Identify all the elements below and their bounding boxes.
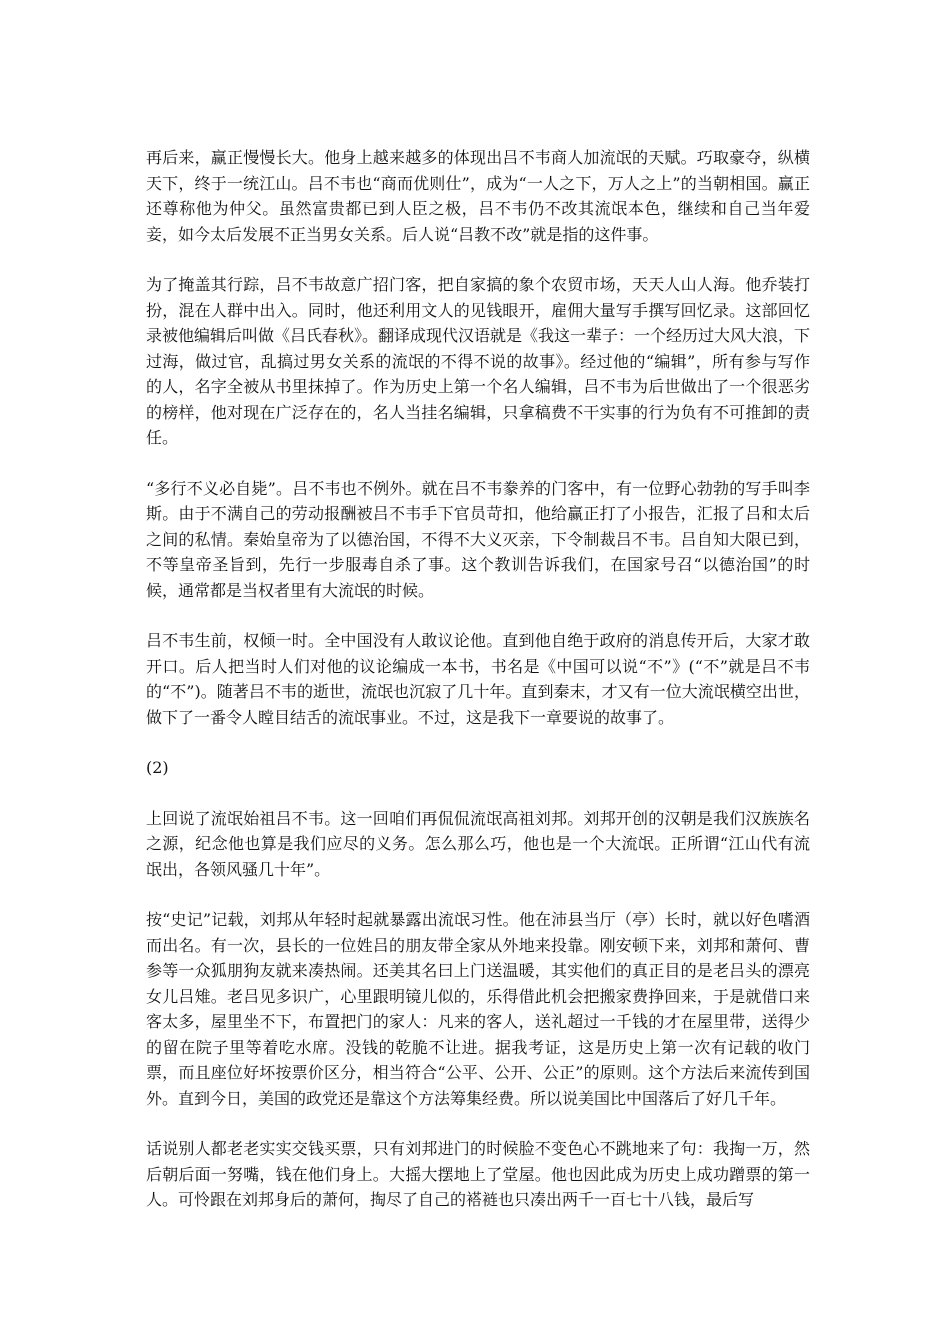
paragraph-lv-downfall: “多行不义必自毙”。吕不韦也不例外。就在吕不韦豢养的门客中，有一位野心勃勃的写手叫李斯。由于不满自己的劳动报酬被吕不韦手下官员苛扣，他给赢正打了小报告，汇报了吕和太后之间的私情。秦始皇帝为了以德治国，不得不大义灭亲，下令制裁吕不韦。吕自知大限已到，不等皇帝圣旨到，先行一步服毒自杀了事。这个教训告诉我们，在国家号召“以德治国”的时候，通常都是当权者里有大流氓的时候。	[146, 478, 810, 600]
paragraph-lv-legacy: 吕不韦生前，权倾一时。全中国没有人敢议论他。直到他自绝于政府的消息传开后，大家才敢开口。后人把当时人们对他的议论编成一本书，书名是《中国可以说“不”》(“不”就是吕不韦的“不”)。随著吕不韦的逝世，流氓也沉寂了几十年。直到秦末，才又有一位大流氓横空出世，做下了一番令人瞠目结舌的流氓事业。不过，这是我下一章要说的故事了。	[146, 631, 810, 727]
document-page	[146, 145, 810, 1238]
paragraph-lv-rise: 再后来，赢正慢慢长大。他身上越来越多的体现出吕不韦商人加流氓的天赋。巧取豪夺，纵横天下，终于一统江山。吕不韦也“商而优则仕”，成为“一人之下，万人之上”的当朝相国。赢正还尊称他为仲父。虽然富贵都已到人臣之极，吕不韦仍不改其流氓本色，继续和自己当年爱妾，如今太后发展不正当男女关系。后人说“吕教不改”就是指的这件事。	[146, 148, 810, 244]
section-heading-2: (2)	[146, 758, 169, 777]
paragraph-lv-memoir: 为了掩盖其行踪，吕不韦故意广招门客，把自家搞的象个农贸市场，天天人山人海。他乔装打扮，混在人群中出入。同时，他还利用文人的见钱眼开，雇佣大量写手撰写回忆录。这部回忆录被他编辑后叫做《吕氏春秋》。翻译成现代汉语就是《我这一辈子：一个经历过大风大浪，下过海，做过官，乱搞过男女关系的流氓的不得不说的故事》。经过他的“编辑”，所有参与写作的人，名字全被从书里抹掉了。作为历史上第一个名人编辑，吕不韦为后世做出了一个很恶劣的榜样，他对现在广泛存在的，名人当挂名编辑，只拿稿费不干实事的行为负有不可推卸的责任。	[146, 275, 811, 447]
paragraph-liubang-history: 按“史记”记载，刘邦从年轻时起就暴露出流氓习性。他在沛县当厅（亭）长时，就以好色嗜酒而出名。有一次，县长的一位姓吕的朋友带全家从外地来投靠。刚安顿下来，刘邦和萧何、曹参等一众狐朋狗友就来凑热闹。还美其名曰上门送温暖，其实他们的真正目的是老吕头的漂亮女儿吕雉。老吕见多识广，心里跟明镜儿似的，乐得借此机会把搬家费挣回来，于是就借口来客太多，屋里坐不下，布置把门的家人：凡来的客人，送礼超过一千钱的才在屋里带，送得少的留在院子里等着吃水席。没钱的乾脆不让进。据我考证，这是历史上第一次有记载的收门票，而且座位好坏按票价区分，相当符合“公平、公开、公正”的原则。这个方法后来流传到国外。直到今日，美国的政党还是靠这个方法筹集经费。所以说美国比中国落后了好几千年。	[146, 910, 810, 1108]
paragraph-liubang-intro: 上回说了流氓始祖吕不韦。这一回咱们再侃侃流氓高祖刘邦。刘邦开创的汉朝是我们汉族族名之源，纪念他也算是我们应尽的义务。怎么那么巧，他也是一个大流氓。正所谓“江山代有流氓出，各领风骚几十年”。	[146, 808, 810, 879]
paragraph-liubang-ticket: 话说别人都老老实实交钱买票，只有刘邦进门的时候脸不变色心不跳地来了句：我掏一万，然后朝后面一努嘴，钱在他们身上。大摇大摆地上了堂屋。他也因此成为历史上成功蹭票的第一人。可怜跟在刘邦身后的萧何，掏尽了自己的褡裢也只凑出两千一百七十八钱，最后写	[146, 1139, 810, 1209]
